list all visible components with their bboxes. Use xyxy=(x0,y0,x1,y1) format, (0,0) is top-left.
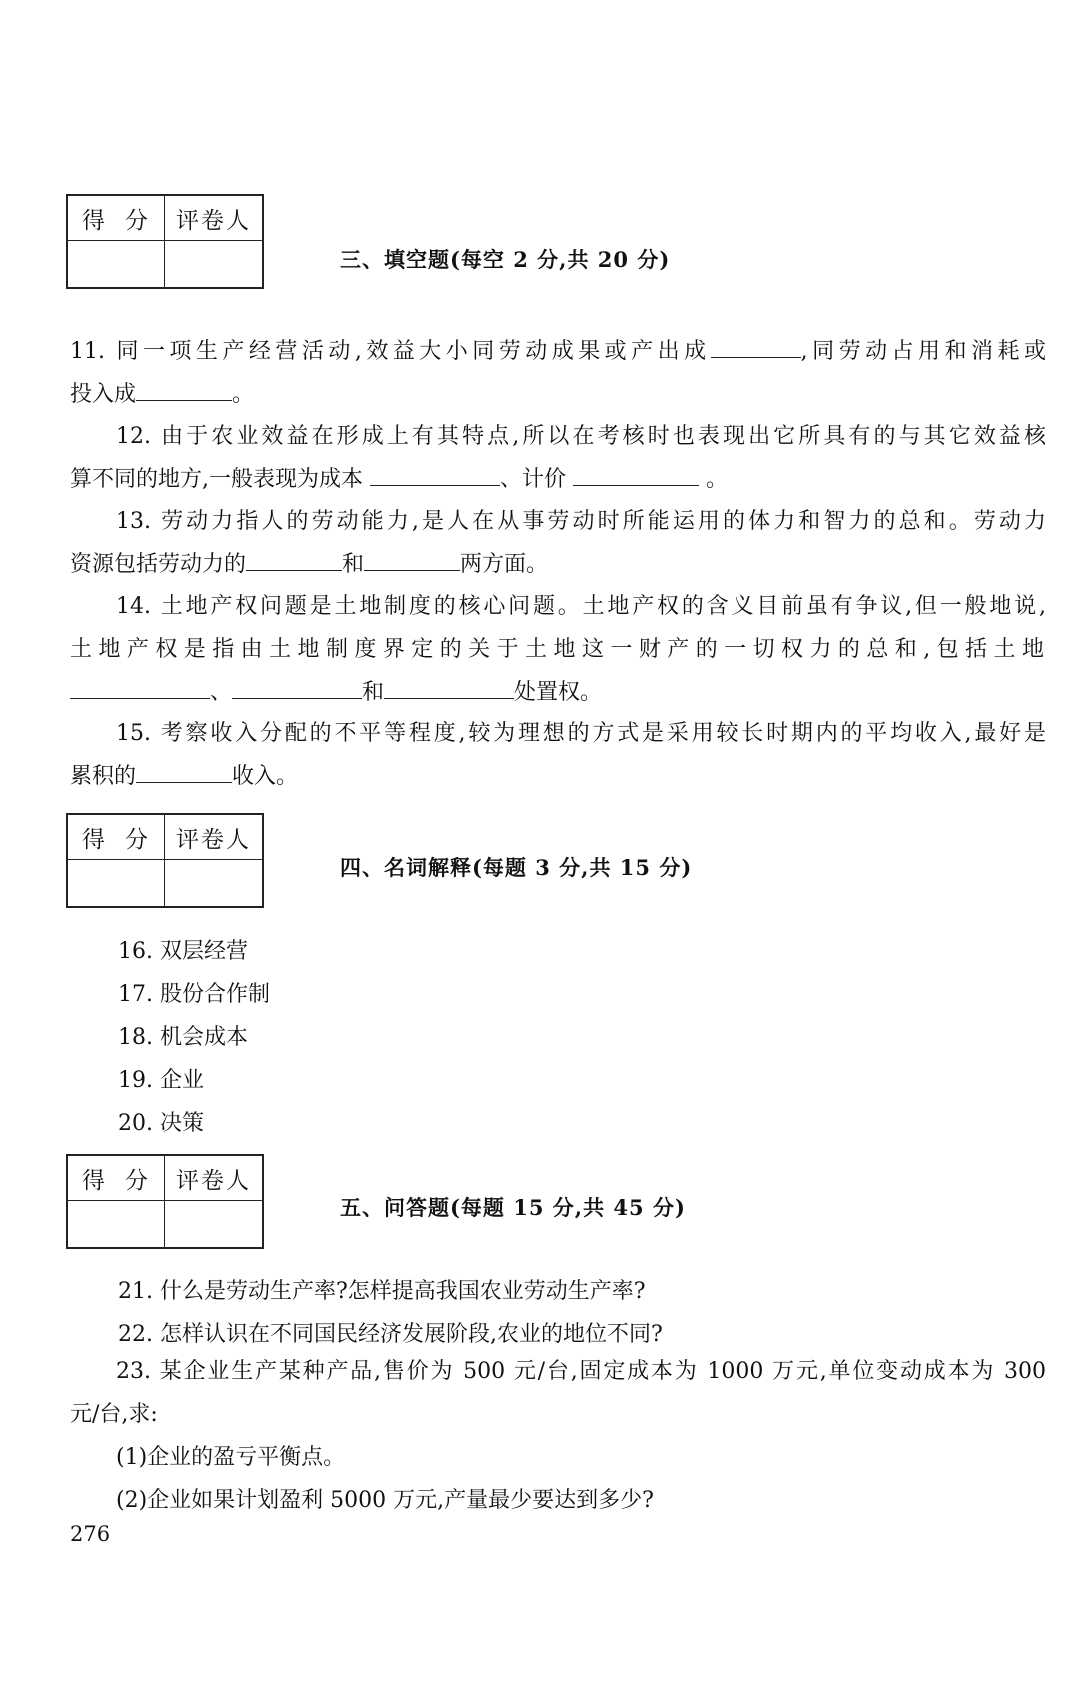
answer-blank[interactable] xyxy=(573,463,699,486)
score-label: 分 xyxy=(125,1167,150,1194)
question-15: 15. 考察收入分配的不平等程度,较为理想的方式是采用较长时期内的平均收入,最好是 累积的 收入。 xyxy=(70,721,1046,789)
answer-blank[interactable] xyxy=(364,548,460,571)
score-label: 得 xyxy=(82,826,107,853)
answer-blank[interactable] xyxy=(136,760,232,783)
answer-blank[interactable] xyxy=(70,676,210,699)
question-14: 14. 土地产权问题是土地制度的核心问题。土地产权的含义目前虽有争议,但一般地说, 土地产权是指由土地制度界定的关于土地这一财产的一切权力的总和,包括土地 、 和 处置权。 xyxy=(70,594,1046,705)
answer-blank[interactable] xyxy=(136,378,232,401)
question-23-part-2: (2)企业如果计划盈利 5000 万元,产量最少要达到多少? xyxy=(116,1488,654,1513)
score-box-s4 xyxy=(66,813,264,908)
section-title-fill-blank: 三、填空题(每空 2 分,共 20 分) xyxy=(340,247,671,272)
score-label: 得 xyxy=(82,207,107,234)
score-header xyxy=(68,815,165,860)
score-label: 分 xyxy=(125,826,150,853)
term-item: 19. 企业 xyxy=(118,1068,204,1093)
score-cell[interactable] xyxy=(68,860,165,906)
section-title-term-definition: 四、名词解释(每题 3 分,共 15 分) xyxy=(340,855,693,880)
grader-cell[interactable] xyxy=(165,1201,262,1247)
score-box-s5 xyxy=(66,1154,264,1249)
question-13: 13. 劳动力指人的劳动能力,是人在从事劳动时所能运用的体力和智力的总和。劳动力 资源包括劳动力的 和 两方面。 xyxy=(70,509,1046,577)
page-number: 276 xyxy=(70,1522,111,1546)
answer-blank[interactable] xyxy=(384,676,514,699)
grader-header: 评卷人 xyxy=(165,1156,262,1201)
score-label: 得 xyxy=(82,1167,107,1194)
term-item: 17. 股份合作制 xyxy=(118,982,270,1007)
question-11: 11. 同一项生产经营活动,效益大小同劳动成果或产出成 ,同劳动占用和消耗或 投入成 。 xyxy=(70,330,1046,416)
answer-blank[interactable] xyxy=(246,548,342,571)
answer-blank[interactable] xyxy=(232,676,362,699)
question-23-part-1: (1)企业的盈亏平衡点。 xyxy=(116,1445,346,1470)
term-item: 20. 决策 xyxy=(118,1111,204,1136)
score-cell[interactable] xyxy=(68,241,165,287)
grader-header: 评卷人 xyxy=(165,815,262,860)
question-22: 22. 怎样认识在不同国民经济发展阶段,农业的地位不同? xyxy=(118,1322,663,1347)
answer-blank[interactable] xyxy=(711,335,801,358)
term-item: 18. 机会成本 xyxy=(118,1025,248,1050)
question-12: 12. 由于农业效益在形成上有其特点,所以在考核时也表现出它所具有的与其它效益核 算不同的地方,一般表现为成本 、计价 。 xyxy=(70,424,1046,492)
term-item: 16. 双层经营 xyxy=(118,939,248,964)
score-label: 分 xyxy=(125,207,150,234)
score-header xyxy=(68,196,165,241)
grader-cell[interactable] xyxy=(165,241,262,287)
score-cell[interactable] xyxy=(68,1201,165,1247)
score-box-s3 xyxy=(66,194,264,289)
question-23: 23. 某企业生产某种产品,售价为 500 元/台,固定成本为 1000 万元,单位变动成本为 300 元/台,求: xyxy=(70,1359,1046,1427)
grader-header: 评卷人 xyxy=(165,196,262,241)
score-header xyxy=(68,1156,165,1201)
section-title-short-answer: 五、问答题(每题 15 分,共 45 分) xyxy=(340,1195,686,1220)
question-21: 21. 什么是劳动生产率?怎样提高我国农业劳动生产率? xyxy=(118,1279,646,1304)
answer-blank[interactable] xyxy=(370,463,500,486)
grader-cell[interactable] xyxy=(165,860,262,906)
